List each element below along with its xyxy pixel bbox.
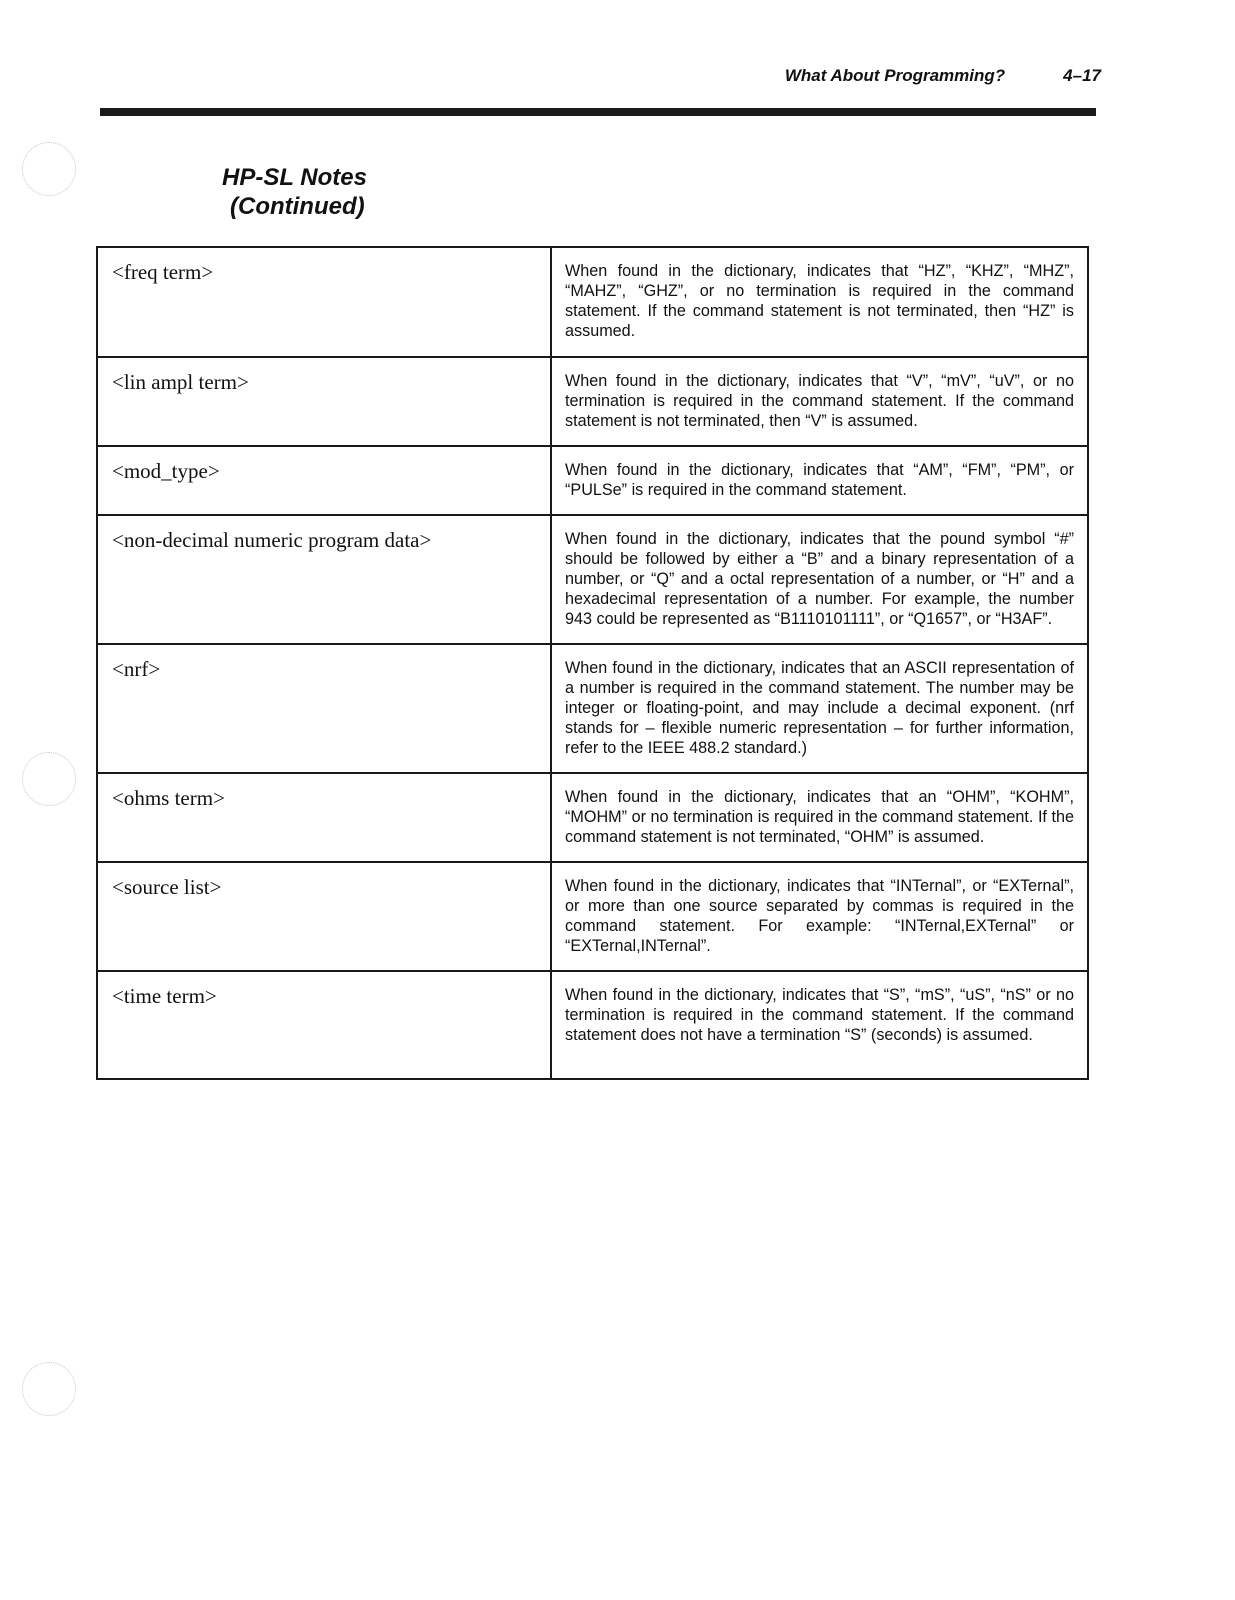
table-row [97, 862, 1088, 971]
description-cell: When found in the dictionary, indicates that “S”, “mS”, “uS”, “nS” or no termination is required in the command statement. If the command statement does not have a termination “S” (seconds) is assumed. [551, 971, 1088, 1079]
description-cell: When found in the dictionary, indicates that an ASCII representation of a number is required in the command statement. The number may be integer or floating-point, and may include a decimal exponent. (nrf stands for – flexible numeric representation – for further information, refer to the IEEE 488.2 standard.) [551, 644, 1088, 773]
notes-table [96, 246, 1089, 1080]
header-rule [100, 108, 1096, 116]
binder-hole-top [22, 142, 76, 196]
header-section-title: What About Programming? [784, 66, 1006, 85]
section-heading-line2: (Continued) [230, 193, 365, 220]
running-header [785, 66, 1101, 86]
binder-hole-middle [22, 752, 76, 806]
description-cell: When found in the dictionary, indicates that “V”, “mV”, “uV”, or no termination is required in the command statement. If the command statement is not terminated, then “V” is assumed. [551, 357, 1088, 446]
term-cell: <source list> [97, 862, 551, 971]
description-cell: When found in the dictionary, indicates that the pound symbol “#” should be followed by either a “B” and a binary representation of a number, or “Q” and a octal representation of a number, or “H” and a hexadecimal representation of a number. For example, the number 943 could be represented as “B1110101111”, or “Q1657”, or “H3AF”. [551, 515, 1088, 644]
term-cell: <mod_type> [97, 446, 551, 515]
binder-hole-bottom [22, 1362, 76, 1416]
section-heading [222, 163, 367, 221]
table-row [97, 357, 1088, 446]
table-row [97, 247, 1088, 357]
table-row [97, 644, 1088, 773]
table-row [97, 971, 1088, 1079]
term-cell: <ohms term> [97, 773, 551, 862]
page-number: 4–17 [1063, 66, 1101, 85]
term-cell: <lin ampl term> [97, 357, 551, 446]
section-heading-line1: HP-SL Notes [222, 164, 367, 191]
description-cell: When found in the dictionary, indicates that “INTernal”, or “EXTernal”, or more than one source separated by commas is required in the command statement. For example: “INTernal,EXTernal” or “EXTernal,INTernal”. [551, 862, 1088, 971]
term-cell: <nrf> [97, 644, 551, 773]
term-cell: <non-decimal numeric program data> [97, 515, 551, 644]
term-cell: <freq term> [97, 247, 551, 357]
term-cell: <time term> [97, 971, 551, 1079]
description-cell: When found in the dictionary, indicates that “HZ”, “KHZ”, “MHZ”, “MAHZ”, “GHZ”, or no termination is required in the command statement. If the command statement is not terminated, then “HZ” is assumed. [551, 247, 1088, 357]
description-cell: When found in the dictionary, indicates that an “OHM”, “KOHM”, “MOHM” or no termination is required in the command statement. If the command statement is not terminated, “OHM” is assumed. [551, 773, 1088, 862]
table-row [97, 515, 1088, 644]
table-row [97, 773, 1088, 862]
table-row [97, 446, 1088, 515]
description-cell: When found in the dictionary, indicates that “AM”, “FM”, “PM”, or “PULSe” is required in the command statement. [551, 446, 1088, 515]
